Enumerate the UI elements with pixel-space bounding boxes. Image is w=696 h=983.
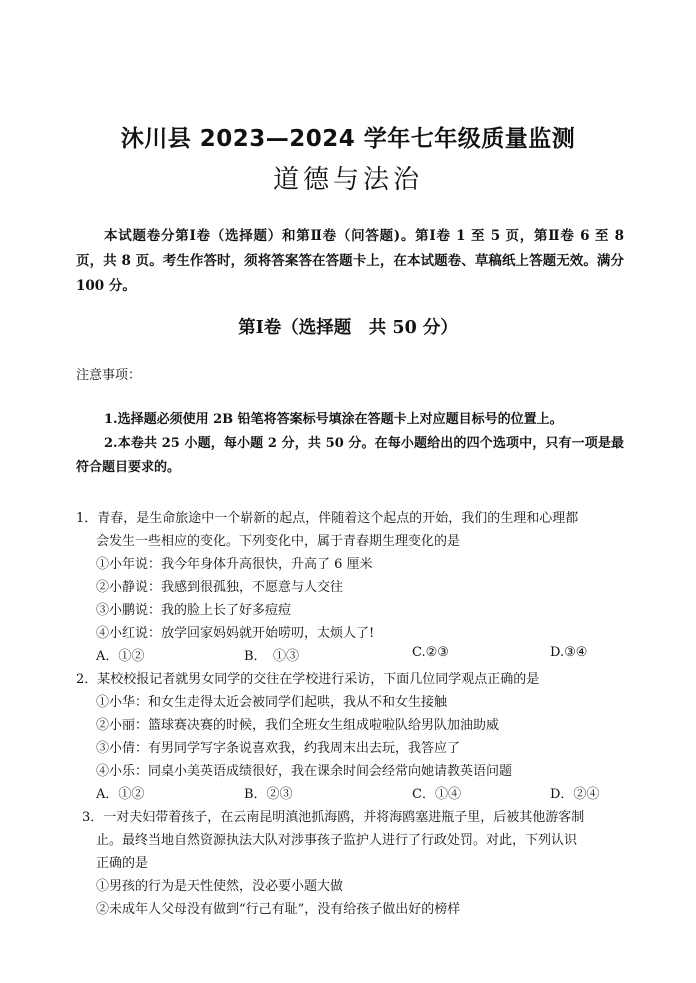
question-2-statement: ①小华：和女生走得太近会被同学们起哄，我从不和女生接触 bbox=[96, 695, 448, 710]
notes-heading: 注意事项： bbox=[76, 368, 142, 383]
question-1-stem-line: 1．青春，是生命旅途中一个崭新的起点，伴随着这个起点的开始，我们的生理和心理都 bbox=[76, 511, 579, 526]
question-3-stem-line: 正确的是 bbox=[96, 856, 149, 871]
question-3-stem-line: 3．一对夫妇带着孩子，在云南昆明滇池抓海鸥，并将海鸥塞进瓶子里，后被其他游客制 bbox=[82, 810, 585, 825]
exam-instructions: 本试题卷分第Ⅰ卷（选择题）和第Ⅱ卷（问答题)。第Ⅰ卷 1 至 5 页，第Ⅱ卷 6 至 8 页，共 8 页。考生作答时，须将答案答在答题卡上，在本试题卷、草稿纸上答题无效。满分 100 分。 bbox=[76, 228, 624, 294]
question-2-statement: ④小乐：同桌小美英语成绩很好，我在课余时间会经常向她请教英语问题 bbox=[96, 764, 513, 779]
subject-title: 道德与法治 bbox=[272, 165, 423, 195]
question-3-statement: ①男孩的行为是天性使然，没必要小题大做 bbox=[96, 879, 344, 894]
question-2-statement: ②小丽：篮球赛决赛的时候，我们全班女生组成啦啦队给男队加油助威 bbox=[96, 718, 500, 733]
question-3-statement: ②未成年人父母没有做到“行己有耻”，没有给孩子做出好的榜样 bbox=[96, 902, 461, 917]
question-3-stem-line: 止。最终当地自然资源执法大队对涉事孩子监护人进行了行政处罚。对此，下列认识 bbox=[96, 833, 578, 848]
option-d: D．②④ bbox=[550, 787, 600, 802]
note-item: 2.本卷共 25 小题，每小题 2 分，共 50 分。在每小题给出的四个选项中，只有一项是最符合题目要求的。 bbox=[76, 436, 624, 475]
section-title: 第Ⅰ卷（选择题 共 50 分） bbox=[238, 318, 458, 338]
option-c: C．①④ bbox=[412, 787, 461, 802]
question-1-statement: ①小年说：我今年身体升高很快，升高了 6 厘米 bbox=[96, 557, 373, 572]
notes-list bbox=[76, 408, 624, 480]
question-1-statement: ②小静说：我感到很孤独，不愿意与人交往 bbox=[96, 580, 344, 595]
note-item: 1.选择题必须使用 2B 铅笔将答案标号填涂在答题卡上对应题目标号的位置上。 bbox=[104, 412, 563, 427]
option-d: D.③④ bbox=[550, 645, 588, 660]
option-c: C.②③ bbox=[412, 645, 449, 660]
option-a: A．①② bbox=[96, 787, 145, 802]
question-2-statement: ③小倩：有男同学写字条说喜欢我，约我周末出去玩，我答应了 bbox=[96, 741, 461, 756]
question-1-stem-line: 会发生一些相应的变化。下列变化中，属于青春期生理变化的是 bbox=[96, 534, 461, 549]
question-1-statement: ④小红说：放学回家妈妈就开始唠叨，太烦人了! bbox=[96, 626, 375, 641]
option-b: B．②③ bbox=[244, 787, 293, 802]
option-b: B． ①③ bbox=[244, 649, 300, 664]
exam-title: 沐川县 2023—2024 学年七年级质量监测 bbox=[120, 126, 576, 152]
question-1-statement: ③小鹏说：我的脸上长了好多痘痘 bbox=[96, 603, 292, 618]
question-2-stem-line: 2．某校校报记者就男女同学的交往在学校进行采访，下面几位同学观点正确的是 bbox=[76, 672, 540, 687]
option-a: A．①② bbox=[96, 649, 145, 664]
